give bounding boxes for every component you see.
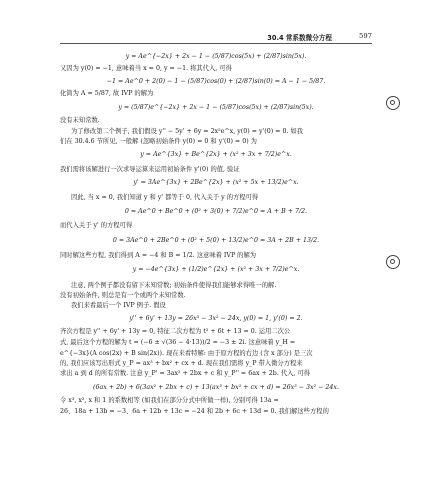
text-line: 们在 30.4.6 节所见, 一般解 (忽略初始条件 y(0) = 0 和 y'(0) = 0) 为 (60, 138, 257, 145)
text-line: 求出 a 到 d 的所有常数. 注意 y_P' = 3ax² + 2bx + c 和 y_P'' = 6ax + 2b. 代入, 可得 (60, 370, 311, 377)
text-line: 为了修改第二个例子, 我们假设 y'' − 5y' + 6y = 2x²e^x, y(0) = y'(0) = 0. 如我 (71, 128, 304, 135)
equation-line: y'' + 6y' + 13y = 26x³ − 3x² − 24x, y(0) = 1, y'(0) = 2. (129, 315, 303, 322)
equation-line: y = Ae^{−2x} + 2x − 1 − (5/87)cos(5x) + (2/87)sin(5x). (125, 53, 307, 60)
equation-line: 0 = 3Ae^0 + 2Be^0 + (0² + 5(0) + 13/2)e^0 = 3A + 2B + 13/2. (112, 237, 320, 244)
equation-line: y = (5/87)e^{−2x} + 2x − 1 − (5/87)cos(5x) + (2/87)sin(5x). (118, 104, 314, 111)
equation-line: −1 = Ae^0 + 2(0) − 1 − (5/87)cos(0) + (2/87)sin(0) = A − 1 − 5/87. (106, 78, 326, 85)
text-line: 而代入关于 y' 的方程可得 (60, 222, 133, 229)
text-line: 又因为 y(0) = −1, 意味着当 x = 0, y = −1. 将其代入, 可得 (60, 65, 232, 72)
text-line: 式, 最后这个方程的解为 t = (−6 ± √(36 − 4·13))/2 = −3 ± 2i. 这意味着 y_H = (60, 339, 296, 346)
text-line: e^{−3x}(A cos(2x) + B sin(2x)). 现在来看特解: 由于原方程的右边 (含 x 部分) 是三次 (60, 350, 313, 357)
text-line: 令 x³, x², x 和 1 的系数相等 (如我们在部分分式中所做一样), 分别可得 13a = (60, 397, 279, 404)
text-line: 我们来看最后一个 IVP 例子. 假设 (71, 302, 166, 309)
equation-line: (6ax + 2b) + 6(3ax² + 2bx + c) + 13(ax³ + bx² + cx + d) = 26x³ − 3x² − 24x. (93, 384, 339, 391)
text-line: 因此, 当 x = 0, 我们知道 y 和 y' 都等于 0, 代入关于 y 的方程可得 (71, 194, 259, 201)
text-line: 的, 我们应该写出形式 y_P = ax³ + bx² + cx + d. 现在我们需将 y_P 带入微分方程来 (60, 360, 303, 367)
section-title: 30.4 常系数微分方程 (267, 34, 332, 42)
text-line: 注意, 两个例子都没有留下未知常数; 初始条件使得我们能够求得唯一的解. (71, 282, 277, 289)
text-line: 化简为 A = 5/87, 故 IVP 的解为 (60, 90, 154, 97)
margin-ring-icon (386, 255, 400, 269)
equation-line: y' = 3Ae^{3x} + 2Be^{2x} + (x² + 5x + 13/2)e^x. (133, 179, 299, 186)
running-header (60, 33, 372, 44)
page-number: 597 (359, 32, 372, 40)
text-line: 我们需将该解进行一次求导运算来运用初始条件 y'(0) 的值, 验证 (60, 166, 240, 173)
equation-line: y = Ae^{3x} + Be^{2x} + (x² + 3x + 7/2)e^x. (140, 151, 292, 158)
text-line: 26、18a + 13b = −3、6a + 12b + 13c = −24 和 2b + 6c + 13d = 0. 我们解这些方程的 (60, 408, 329, 415)
equation-line: y = −4e^{3x} + (1/2)e^{2x} + (x² + 3x + 7/2)e^x. (132, 266, 300, 273)
text-line: 没有初始条件, 则总是有一个或两个未知常数. (60, 292, 186, 299)
margin-ring-icon (386, 96, 400, 110)
text-line: 没有未知常数. (60, 117, 100, 124)
equation-line: 0 = Ae^0 + Be^0 + (0² + 3(0) + 7/2)e^0 = A + B + 7/2. (124, 208, 308, 215)
text-line: 同时解这些方程, 我们得到 A = −4 和 B = 1/2. 这意味着 IVP 的解为 (60, 252, 257, 259)
text-line: 齐次方程是 y'' + 6y' + 13y = 0, 特征二次方程为 t² + 6t + 13 = 0. 运用二次公 (60, 328, 291, 335)
